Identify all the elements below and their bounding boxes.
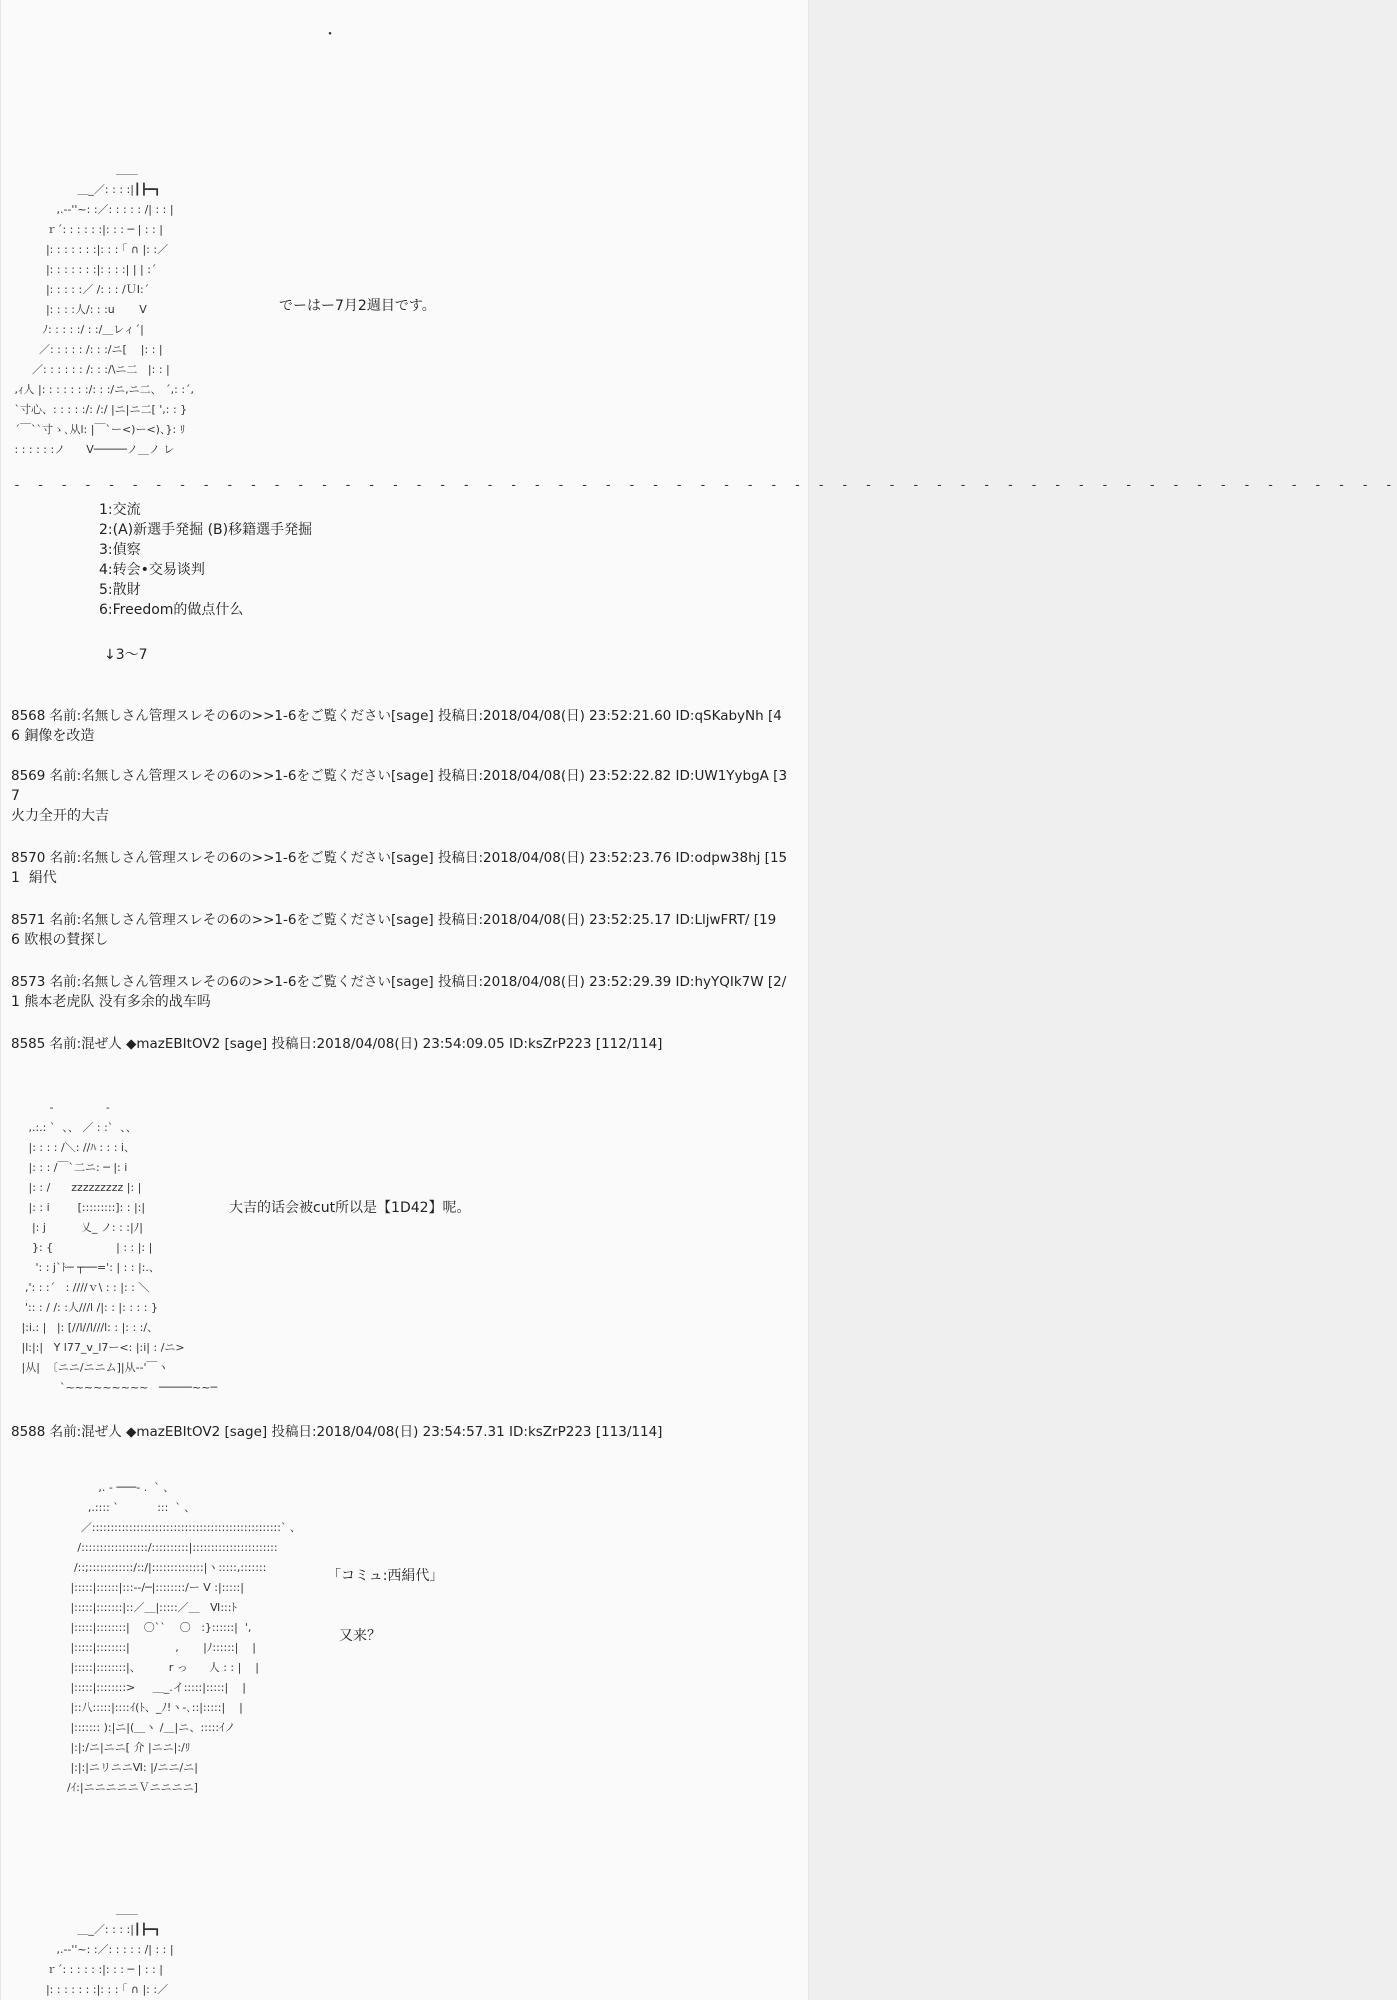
post-body-8573: 1 熊本老虎队 没有多余的战车吗 (11, 994, 211, 1010)
post-header-8571: 8571 名前:名無しさん管理スレその6の>>1-6をご覧ください[sage] 投稿日:2018/04/08(日) 23:52:25.17 ID:LljwFRT/ [19 (11, 912, 777, 928)
dice-caption: 大吉的话会被cut所以是【1D42】呢。 (229, 1200, 471, 1216)
post-body-8569-line2: 火力全开的大吉 (11, 808, 109, 824)
post-header-8585: 8585 名前:混ぜ人 ◆mazEBItOV2 [sage] 投稿日:2018/04/08(日) 23:54:09.05 ID:ksZrP223 [112/114] (11, 1036, 663, 1052)
post-header-8570: 8570 名前:名無しさん管理スレその6の>>1-6をご覧ください[sage] 投稿日:2018/04/08(日) 23:52:23.76 ID:odpw38hj [15 (11, 850, 788, 866)
separator-line: - - - - - - - - - - - - - - - - - - - - - - - - - - - - - - - - - - - - - - - - - - - - - - - - - - - - - - - - - - - (13, 478, 1397, 493)
post-header-8573: 8573 名前:名無しさん管理スレその6の>>1-6をご覧ください[sage] 投稿日:2018/04/08(日) 23:52:29.39 ID:hyYQIk7W [2/ (11, 974, 787, 990)
menu-item-1: 1:交流 (99, 502, 141, 518)
ascii-art-character-3: ,. - ───- . ` 、 ,.:::: ` ::: ` 、 ／:::::::::::::::::::::::::::::::::::::::::::::::::::` 、 /::::::::::::::::::/::::::::::|::::::::::::::::::::::: /::;::::::::::::/::/|::::::::::::::|ヽ:::::,::::::: |:::::|::::::|:::--/─|::::::::/ー V :|:::::| |:::::|:::::::|::／＿|:::::／＿ Ⅵ:::ﾄ |:::::|::::::::| 〇`` 〇 :}::::::| ', |:::::|::::::::| , |ﾉ::::::| | |:::::|::::::::|、 r っ 人 : : | | |:::::|::::::::> ＿_.イ:::::|:::::| | |::八:::::|::::ｲ(ﾄ、_ﾉ!ヽ-､::|:::::| | |::::::: ):|ニ|(＿ヽ /＿|ニ、:::::ｲノ |:|:/ニ|ニニ[ 介 |ニニ|:/ﾘ |:|:|ニリニニⅥ: |/ニニ/ニ| /ｲ:|ニニニニニＶニニニニ] (66, 1481, 301, 1794)
top-dot: ・ (323, 27, 337, 43)
post-header-8588: 8588 名前:混ぜ人 ◆mazEBItOV2 [sage] 投稿日:2018/04/08(日) 23:54:57.31 ID:ksZrP223 [113/114] (11, 1424, 663, 1440)
menu-item-3: 3:偵察 (99, 542, 141, 558)
post-header-8568: 8568 名前:名無しさん管理スレその6の>>1-6をご覧ください[sage] 投稿日:2018/04/08(日) 23:52:21.60 ID:qSKabyNh [4 (11, 708, 782, 724)
menu-item-5: 5:散財 (99, 582, 141, 598)
roll-instruction: ↓3～7 (104, 647, 148, 663)
post-header-8569: 8569 名前:名無しさん管理スレその6の>>1-6をご覧ください[sage] 投稿日:2018/04/08(日) 23:52:22.82 ID:UW1YybgA [3 (11, 768, 788, 784)
menu-item-6: 6:Freedom的做点什么 (99, 602, 244, 618)
ascii-art-character-4: ＿＿ ＿_／: : : :|┃┣━┓ ,.-‐''~: :／: : : : : /| : : | ｒ´: : : : : :|: : : ─ | : : | |: : : : : : :|: : : ｢ ∩ |: :／ (45, 1903, 174, 1996)
menu-item-4: 4:转会•交易谈判 (99, 562, 205, 578)
commu-caption: 「コミュ:西絹代」 (327, 1568, 444, 1584)
post-body-8568: 6 銅像を改造 (11, 728, 95, 744)
again-caption: 又来？ (339, 1628, 381, 1644)
menu-item-2: 2:(A)新選手発掘 (B)移籍選手発掘 (99, 522, 313, 538)
post-body-8571: 6 欧根の賛探し (11, 932, 109, 948)
ascii-art-character-2: - - ,.:.: ` 、、 ／ : :` 、、 |: : : : /＼: //ﾊ : : : i、 |: : : /￣`二ニ: ─ |: i |: : / zzzzzzzzz |: | |: : i [:::::::::]: : |:| |: j 乂_ ノ: : :|ﾉ| }: { | : : |: | ': : j`ﾄ─ ┬──=': | : : |:.、 ,': : :´ : ////ｖ\ : : |: : ＼ ':: : / /: :人///l /|: : |: : : : } |:i.: | |: [//l//l///l: : |: : :/、 |l:|:| Y l77_v_l7ー<: |:i| : /ニ> |从| 〔ニニ/ニニム]|从-‐'￣ヽ `~~~~~~~~~ ─────~~─ (21, 1101, 218, 1394)
choice-menu (99, 500, 312, 620)
post-body-8570: 1 絹代 (11, 870, 57, 886)
week-caption: でーはー7月2週目です。 (279, 298, 436, 314)
post-body-8569-line1: 7 (11, 788, 20, 804)
ascii-art-character-1: ＿＿ ＿_／: : : :|┃┣━┓ ,.-‐''~: :／: : : : : /| : : | ｒ´: : : : : :|: : : ─ | : : | |: : : : : : :|: : : ｢ ∩ |: :／ |: : : : : : :|: : : :| | | :´ |: : : : :／ /: : : /ＵⅠ:´ |: : : :人/: : :u V ﾉ: : : : :/ : :/＿レィ´| ／: : : : : /: : :/ニ[ |: : | ／: : : : : : /: : :/\ニ二 |: : | ,ｨ人 |: : : : : : :/: : :/ニ,ニ二、 ´,: :´, `寸心、: : : : :/: /:/ |ニ|ニ二[ ',: : } ´￣``寸ゝ､从l: |￣`ー<)ー<)、}: ﾘ : : : : : :ノ V─────ノ＿ノ レ (14, 163, 195, 456)
